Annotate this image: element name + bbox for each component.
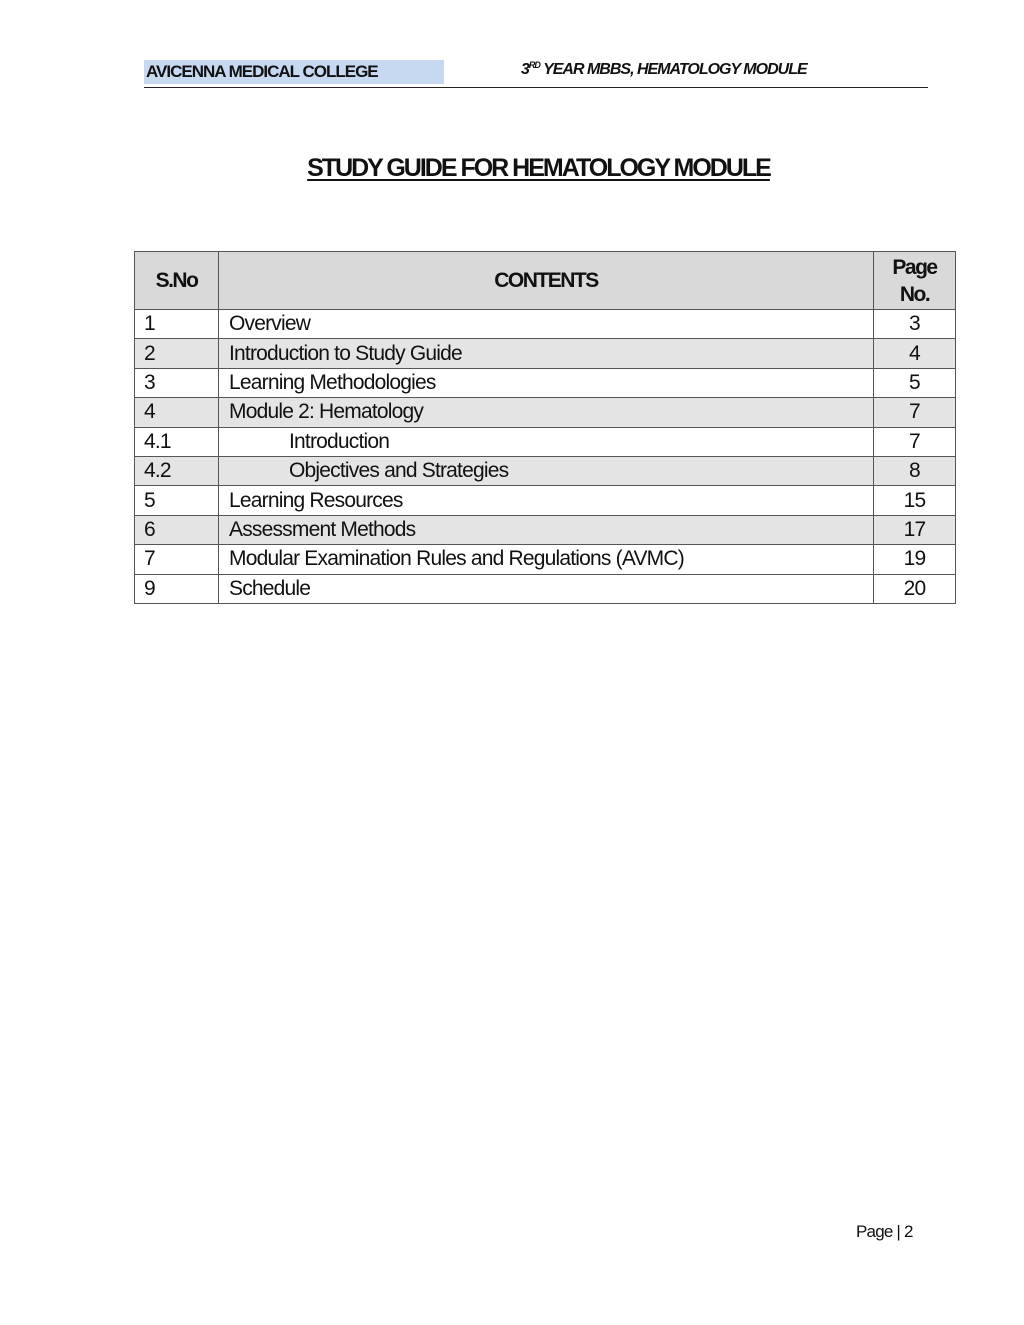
row-title: Schedule [219, 574, 874, 603]
row-sno: 7 [135, 545, 219, 574]
module-name [521, 60, 807, 80]
row-title: Objectives and Strategies [219, 456, 874, 485]
page-title: STUDY GUIDE FOR HEMATOLOGY MODULE [307, 154, 770, 182]
row-page: 17 [874, 515, 956, 544]
contents-header: CONTENTS [219, 252, 874, 310]
row-page: 5 [874, 368, 956, 397]
row-page: 8 [874, 456, 956, 485]
row-sno: 9 [135, 574, 219, 603]
table-row [135, 339, 956, 368]
row-title: Assessment Methods [219, 515, 874, 544]
row-title: Learning Methodologies [219, 368, 874, 397]
table-header-row [135, 252, 956, 310]
row-page: 4 [874, 339, 956, 368]
row-title: Introduction [219, 427, 874, 456]
row-sno: 4.1 [135, 427, 219, 456]
row-sno: 6 [135, 515, 219, 544]
college-name: AVICENNA MEDICAL COLLEGE [144, 60, 444, 84]
row-sno: 1 [135, 310, 219, 339]
row-sno: 2 [135, 339, 219, 368]
row-page: 3 [874, 310, 956, 339]
row-page: 20 [874, 574, 956, 603]
row-page: 7 [874, 398, 956, 427]
sno-header: S.No [135, 252, 219, 310]
row-page: 7 [874, 427, 956, 456]
row-title: Overview [219, 310, 874, 339]
table-row [135, 456, 956, 485]
module-line: YEAR MBBS, HEMATOLOGY MODULE [539, 61, 807, 78]
year-superscript: RD [528, 60, 540, 70]
page-header [144, 58, 928, 88]
row-sno: 4.2 [135, 456, 219, 485]
row-title: Module 2: Hematology [219, 398, 874, 427]
page-header-line1: Page [892, 255, 937, 279]
page-number-header [874, 252, 956, 310]
table-row [135, 310, 956, 339]
row-sno: 3 [135, 368, 219, 397]
table-row [135, 574, 956, 603]
page-footer [856, 1222, 913, 1242]
row-sno: 5 [135, 486, 219, 515]
contents-table [134, 251, 956, 604]
table-row [135, 427, 956, 456]
row-title: Modular Examination Rules and Regulations (AVMC) [219, 545, 874, 574]
table-row [135, 486, 956, 515]
page-header-line2: No. [899, 282, 930, 306]
page-label: Page | [856, 1222, 904, 1241]
year-number: 3 [521, 61, 529, 78]
row-page: 15 [874, 486, 956, 515]
row-title: Introduction to Study Guide [219, 339, 874, 368]
table-row [135, 368, 956, 397]
page-number: 2 [903, 1222, 913, 1241]
table-row [135, 398, 956, 427]
row-sno: 4 [135, 398, 219, 427]
row-title: Learning Resources [219, 486, 874, 515]
row-page: 19 [874, 545, 956, 574]
table-row [135, 515, 956, 544]
table-row [135, 545, 956, 574]
